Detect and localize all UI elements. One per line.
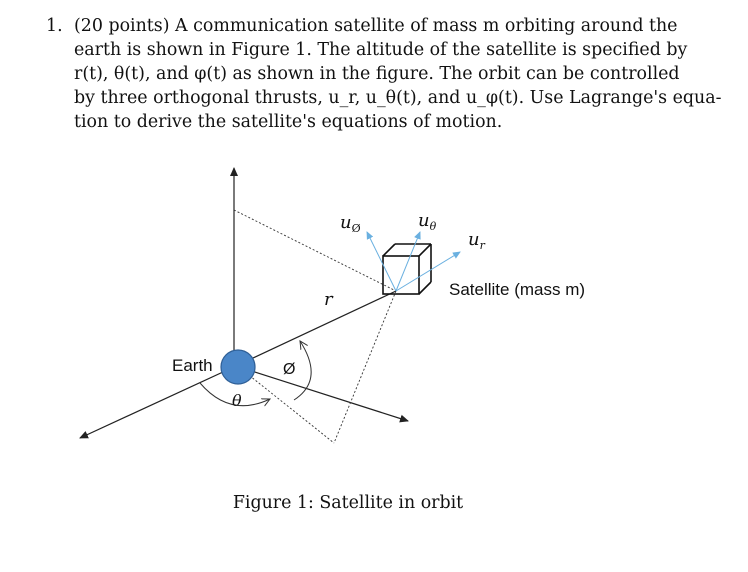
problem-line-3: r(t), θ(t), and φ(t) as shown in the figure. The orbit can be controlled	[74, 64, 680, 84]
u-r-label	[468, 229, 486, 252]
problem-number: 1.	[46, 16, 63, 36]
u-theta-sub: θ	[429, 220, 437, 233]
u-theta-arrow	[396, 232, 420, 291]
u-theta-label	[418, 210, 437, 233]
problem-line-2: earth is shown in Figure 1. The altitude of the satellite is specified by	[74, 40, 688, 60]
u-phi-main: u	[340, 212, 352, 233]
u-r-main: u	[468, 229, 480, 250]
problem-line-4: by three orthogonal thrusts, u_r, u_θ(t), and u_φ(t). Use Lagrange's equa-	[74, 88, 722, 108]
problem-line-5: tion to derive the satellite's equations of motion.	[74, 112, 503, 132]
satellite-label: Satellite (mass m)	[449, 280, 586, 299]
projection-dashed-down	[334, 291, 396, 443]
satellite-cube	[383, 244, 431, 294]
u-r-sub: r	[479, 239, 485, 252]
earth-label: Earth	[172, 356, 213, 375]
earth-circle	[221, 350, 255, 384]
projection-dashed-top	[234, 210, 396, 291]
phi-label: Ø	[283, 361, 296, 378]
problem-line-1: (20 points) A communication satellite of mass m orbiting around the	[74, 16, 678, 36]
r-label: r	[324, 289, 333, 310]
phi-arc	[294, 341, 311, 400]
radial-axis-extension	[80, 366, 236, 438]
satellite-diagram	[0, 150, 748, 490]
problem-statement	[46, 14, 722, 134]
projection-dashed-base	[240, 368, 334, 443]
u-phi-label	[340, 212, 361, 235]
theta-label: θ	[232, 391, 242, 410]
problem-text	[74, 14, 722, 134]
u-phi-arrow	[367, 232, 396, 291]
satellite-figure	[0, 150, 748, 490]
radius-line	[236, 291, 396, 366]
horizontal-axis	[236, 366, 408, 421]
u-phi-sub: Ø	[351, 222, 361, 235]
u-theta-main: u	[418, 210, 430, 231]
figure-caption: Figure 1: Satellite in orbit	[232, 493, 464, 513]
